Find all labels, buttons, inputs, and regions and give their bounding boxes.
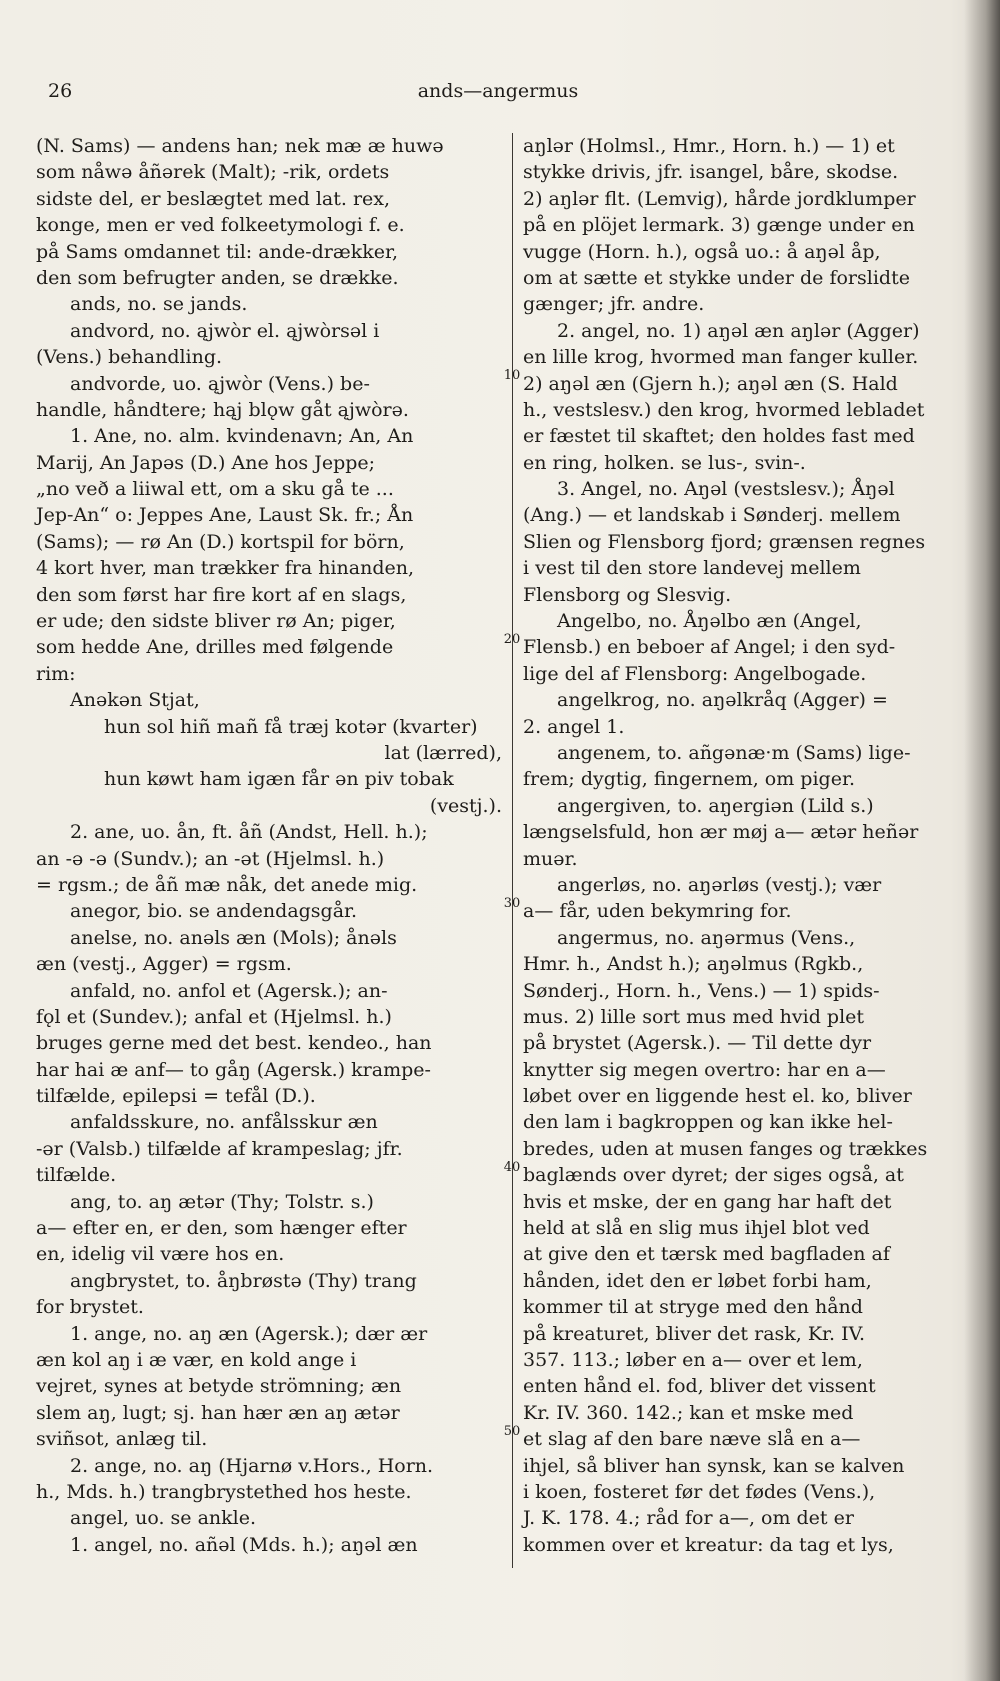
text-line: handle, håndtere; hąj blǫw gåt ąjwòrə. — [36, 398, 409, 421]
line-number: 50 — [503, 1424, 521, 1439]
text-line: h., vestslesv.) den krog, hvormed lebladet — [523, 398, 925, 421]
text-line: anfald, no. anfol et (Agersk.); an- — [70, 979, 388, 1002]
text-line: vejret, synes at betyde strömning; æn — [36, 1375, 402, 1398]
text-line: 2) aŋlər flt. (Lemvig), hårde jordklumper — [523, 187, 916, 210]
text-line: (vestj.). — [429, 794, 502, 817]
line-number: 30 — [503, 896, 521, 911]
text-line: som nåwə åñərek (Malt); -rik, ordets — [36, 161, 390, 184]
text-line: i koen, fosteret før det fødes (Vens.), — [523, 1480, 876, 1503]
text-line: 3. Angel, no. Aŋəl (vestslesv.); Åŋəl — [557, 478, 895, 501]
text-line: 1. Ane, no. alm. kvindenavn; An, An — [70, 425, 414, 448]
text-line: stykke drivis, jfr. isangel, båre, skodse. — [523, 161, 899, 184]
text-line: anegor, bio. se andendagsgår. — [70, 900, 358, 923]
right-column — [523, 133, 969, 1558]
text-line: 2. angel, no. 1) aŋəl æn aŋlər (Agger) — [557, 319, 920, 342]
text-line: for brystet. — [36, 1296, 144, 1319]
text-line: den som først har fire kort af en slags, — [36, 583, 407, 606]
text-line: på kreaturet, bliver det rask, Kr. IV. — [523, 1322, 866, 1345]
text-line: angergiven, to. aŋergiən (Lild s.) — [557, 794, 874, 817]
page-edge-shadow — [964, 0, 1000, 1681]
text-line: Jep-An“ o: Jeppes Ane, Laust Sk. fr.; Ån — [36, 504, 414, 527]
text-line: a— får, uden bekymring for. — [523, 900, 792, 923]
text-line: Sønderj., Horn. h., Vens.) — 1) spids- — [523, 979, 880, 1002]
text-line: Flensborg og Slesvig. — [523, 583, 732, 606]
text-line: æn kol aŋ i æ vær, en kold ange i — [36, 1348, 357, 1371]
text-line: = rgsm.; de åñ mæ nåk, det anede mig. — [36, 873, 418, 896]
text-line: knytter sig megen overtro: har en a— — [523, 1058, 886, 1081]
text-line: sidste del, er beslægtet med lat. rex, — [36, 187, 391, 210]
text-line: 1. angel, no. añəl (Mds. h.); aŋəl æn — [70, 1533, 418, 1556]
text-line: hvis et mske, der en gang har haft det — [523, 1190, 892, 1213]
text-line: 4 kort hver, man trækker fra hinanden, — [36, 557, 414, 580]
text-line: aŋlər (Holmsl., Hmr., Horn. h.) — 1) et — [523, 135, 895, 157]
text-line: slem aŋ, lugt; sj. han hær æn aŋ ætər — [36, 1401, 400, 1424]
text-line: den som befrugter anden, se drække. — [36, 266, 399, 289]
text-line: andvord, no. ąjwòr el. ąjwòrsəl i — [70, 319, 380, 342]
text-line: lat (lærred), — [384, 741, 502, 764]
text-line: andvorde, uo. ąjwòr (Vens.) be- — [70, 372, 370, 395]
text-line: 357. 113.; løber en a— over et lem, — [523, 1348, 863, 1371]
text-line: angelkrog, no. aŋəlkråq (Agger) = — [557, 689, 888, 712]
line-number: 40 — [503, 1160, 521, 1175]
text-line: J. K. 178. 4.; råd for a—, om det er — [523, 1507, 854, 1530]
text-line: hun sol hiñ mañ få træj kotər (kvarter) — [104, 715, 478, 738]
text-line: på brystet (Agersk.). — Til dette dyr — [523, 1032, 872, 1055]
text-line: an -ə -ə (Sundv.); an -ət (Hjelmsl. h.) — [36, 847, 385, 870]
text-line: tilfælde. — [36, 1164, 117, 1187]
text-line: frem; dygtig, fingernem, om piger. — [523, 768, 855, 791]
line-number: 20 — [503, 632, 521, 647]
text-line: angel, uo. se ankle. — [70, 1507, 257, 1530]
running-head: ands—angermus — [417, 80, 579, 102]
text-line: ihjel, så bliver han synsk, kan se kalven — [523, 1454, 905, 1477]
text-line: kommer til at stryge med den hånd — [523, 1296, 863, 1319]
text-line: vugge (Horn. h.), også uo.: å aŋəl åp, — [523, 240, 881, 263]
text-line: anelse, no. anəls æn (Mols); ånəls — [70, 926, 397, 949]
text-line: (Sams); — rø An (D.) kortspil for börn, — [36, 530, 405, 553]
line-number: 10 — [503, 368, 521, 383]
text-line: en, idelig vil være hos en. — [36, 1243, 285, 1266]
text-line: er fæstet til skaftet; den holdes fast med — [523, 425, 915, 448]
text-line: (N. Sams) — andens han; nek mæ æ huwə — [36, 135, 444, 157]
text-line: Flensb.) en beboer af Angel; i den syd- — [523, 636, 896, 659]
text-line: Kr. IV. 360. 142.; kan et mske med — [523, 1401, 854, 1424]
text-line: angermus, no. aŋərmus (Vens., — [557, 926, 856, 949]
text-line: baglænds over dyret; der siges også, at — [523, 1164, 904, 1187]
text-line: en ring, holken. se lus-, svin-. — [523, 451, 806, 474]
text-line: muər. — [523, 847, 578, 870]
text-line: æn (vestj., Agger) = rgsm. — [36, 953, 292, 976]
text-line: bruges gerne med det best. kendeo., han — [36, 1032, 432, 1055]
text-line: i vest til den store landevej mellem — [523, 557, 861, 580]
text-line: Hmr. h., Andst h.); aŋəlmus (Rgkb., — [523, 953, 864, 976]
text-line: (Vens.) behandling. — [36, 346, 223, 369]
text-line: rim: — [36, 662, 76, 685]
text-line: 2) aŋəl æn (Gjern h.); aŋəl æn (S. Hald — [523, 372, 898, 395]
text-line: Slien og Flensborg fjord; grænsen regnes — [523, 530, 926, 553]
text-line: hun køwt ham igæn får ən piv tobak — [104, 768, 454, 791]
text-line: „no veð a liiwal ett, om a sku gå te ... — [36, 478, 394, 501]
text-line: at give den et tærsk med bagfladen af — [523, 1243, 890, 1266]
text-line: som hedde Ane, drilles med følgende — [36, 636, 394, 659]
text-line: 1. ange, no. aŋ æn (Agersk.); dær ær — [70, 1322, 428, 1345]
text-line: om at sætte et stykke under de forslidte — [523, 266, 910, 289]
text-line: 2. ane, uo. ån, ft. åñ (Andst, Hell. h.); — [70, 821, 428, 844]
text-line: sviñsot, anlæg til. — [36, 1428, 208, 1451]
text-line: ang, to. aŋ ætər (Thy; Tolstr. s.) — [70, 1190, 374, 1213]
text-line: konge, men er ved folkeetymologi f. e. — [36, 214, 405, 237]
text-line: Marij, An Japəs (D.) Ane hos Jeppe; — [36, 451, 376, 474]
text-line: -ər (Valsb.) tilfælde af krampeslag; jfr. — [36, 1137, 403, 1160]
text-line: angbrystet, to. åŋbrøstə (Thy) trang — [70, 1269, 417, 1292]
text-line: fǫl et (Sundev.); anfal et (Hjelmsl. h.) — [36, 1005, 392, 1028]
text-line: den lam i bagkroppen og kan ikke hel- — [523, 1111, 893, 1134]
text-line: løbet over en liggende hest el. ko, bliver — [523, 1085, 912, 1108]
text-line: gænger; jfr. andre. — [523, 293, 705, 316]
text-line: har hai æ anf— to gåŋ (Agersk.) krampe- — [36, 1058, 431, 1081]
text-line: på Sams omdannet til: ande-drækker, — [36, 240, 399, 263]
text-line: kommen over et kreatur: da tag et lys, — [523, 1533, 894, 1556]
text-line: (Ang.) — et landskab i Sønderj. mellem — [523, 504, 901, 527]
column-divider — [512, 133, 513, 1568]
text-line: 2. angel 1. — [523, 715, 625, 738]
page-number: 26 — [48, 80, 73, 102]
text-line: Anəkən Stjat, — [70, 689, 200, 712]
text-line: længselsfuld, hon ær møj a— ætər heñər — [523, 821, 919, 844]
text-line: på en plöjet lermark. 3) gænge under en — [523, 214, 915, 237]
text-line: bredes, uden at musen fanges og trækkes — [523, 1137, 928, 1160]
text-line: enten hånd el. fod, bliver det vissent — [523, 1375, 876, 1398]
page-header — [48, 80, 948, 110]
text-line: et slag af den bare næve slå en a— — [523, 1428, 861, 1451]
text-line: mus. 2) lille sort mus med hvid plet — [523, 1005, 865, 1028]
text-line: angerløs, no. aŋərløs (vestj.); vær — [557, 873, 882, 896]
text-line: anfaldsskure, no. anfålsskur æn — [70, 1111, 378, 1134]
text-line: er ude; den sidste bliver rø An; piger, — [36, 610, 396, 633]
text-line: angenem, to. añgənæ·m (Sams) lige- — [557, 741, 911, 764]
text-line: a— efter en, er den, som hænger efter — [36, 1217, 407, 1240]
text-line: h., Mds. h.) trangbrystethed hos heste. — [36, 1480, 412, 1503]
text-line: tilfælde, epilepsi = tefål (D.). — [36, 1085, 316, 1108]
text-line: en lille krog, hvormed man fanger kuller. — [523, 346, 919, 369]
text-line: Angelbo, no. Åŋəlbo æn (Angel, — [557, 610, 862, 633]
left-column — [36, 133, 502, 1558]
text-line: hånden, idet den er løbet forbi ham, — [523, 1269, 872, 1292]
text-line: ands, no. se jands. — [70, 293, 248, 316]
text-line: lige del af Flensborg: Angelbogade. — [523, 662, 867, 685]
text-line: 2. ange, no. aŋ (Hjarnø v.Hors., Horn. — [70, 1454, 434, 1477]
text-line: held at slå en slig mus ihjel blot ved — [523, 1217, 870, 1240]
